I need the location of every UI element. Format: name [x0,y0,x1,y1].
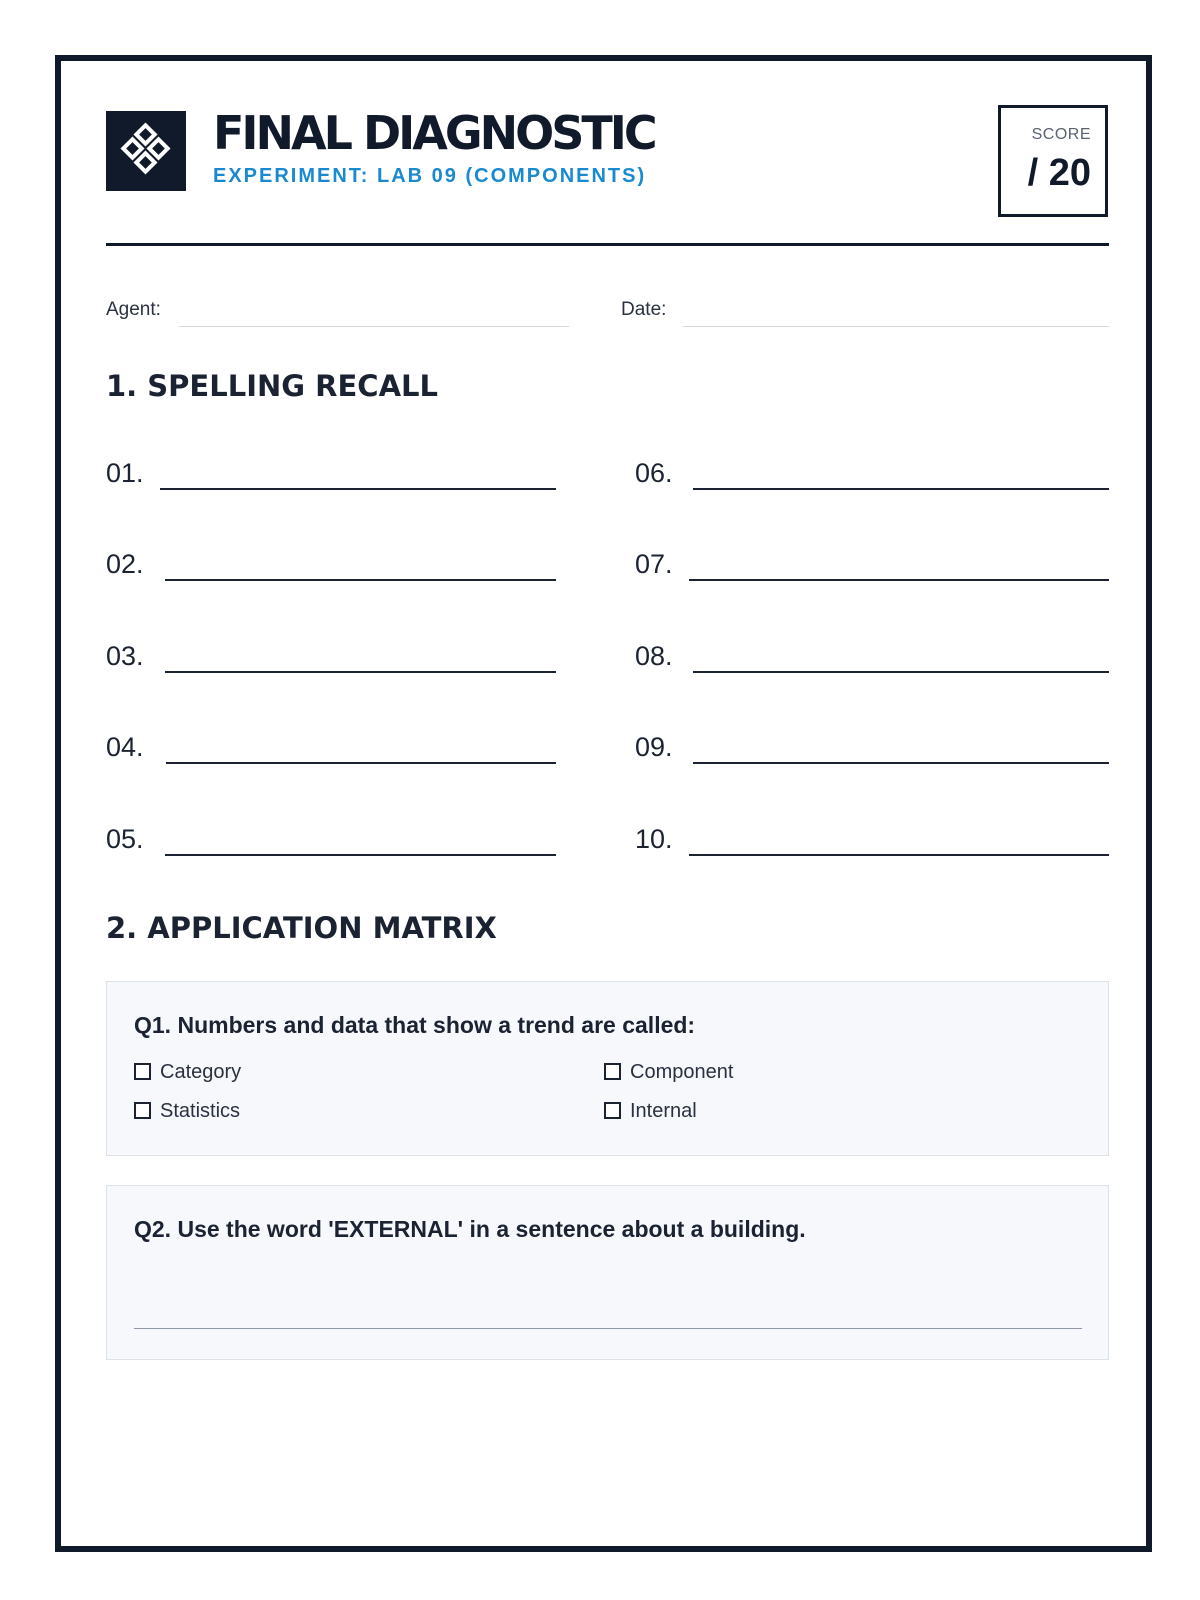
agent-field[interactable] [179,326,569,327]
item-number: 02. [106,549,144,579]
spelling-item [635,732,1109,760]
answer-line[interactable] [689,854,1109,856]
question-2-box [106,1185,1109,1360]
checkbox[interactable] [134,1063,151,1080]
spelling-item [106,549,556,577]
section-application-matrix-title: 2. APPLICATION MATRIX [106,911,497,945]
item-number: 03. [106,641,144,671]
spelling-item [635,641,1109,669]
page-subtitle: EXPERIMENT: LAB 09 (COMPONENTS) [213,165,647,187]
item-number: 10. [635,824,673,854]
option-label: Internal [630,1100,697,1122]
answer-line[interactable] [693,488,1109,490]
item-number: 07. [635,549,673,579]
item-number: 09. [635,732,673,762]
date-field[interactable] [683,326,1109,327]
spelling-item [106,458,556,486]
agent-label: Agent: [106,299,161,320]
option-label: Category [160,1061,242,1083]
date-label: Date: [621,299,667,320]
checkbox[interactable] [604,1063,621,1080]
answer-line[interactable] [693,762,1109,764]
spelling-item [106,732,556,760]
answer-line[interactable] [166,762,556,764]
score-box [998,105,1108,217]
answer-line[interactable] [160,488,556,490]
question-2-text: Q2. Use the word 'EXTERNAL' in a sentence about a building. [134,1216,806,1242]
section-spelling-recall-title: 1. SPELLING RECALL [106,369,438,403]
sentence-answer-line[interactable] [134,1328,1082,1329]
option-label: Component [630,1061,734,1083]
spelling-item [635,458,1109,486]
worksheet-page [55,55,1152,1552]
answer-line[interactable] [165,579,556,581]
spelling-item [635,549,1109,577]
spelling-item [106,641,556,669]
checkbox[interactable] [604,1102,621,1119]
question-1-text: Q1. Numbers and data that show a trend are called: [134,1012,696,1038]
score-label: SCORE [1031,126,1091,143]
spelling-item [106,824,556,852]
answer-line[interactable] [693,671,1109,673]
item-number: 04. [106,732,144,762]
answer-line[interactable] [165,671,556,673]
item-number: 05. [106,824,144,854]
question-1-box [106,981,1109,1156]
diamond-cluster-icon [106,111,186,191]
answer-line[interactable] [165,854,556,856]
option-label: Statistics [160,1100,241,1122]
checkbox[interactable] [134,1102,151,1119]
item-number: 01. [106,458,144,488]
header-divider [106,243,1109,246]
answer-line[interactable] [689,579,1109,581]
spelling-item [635,824,1109,852]
item-number: 08. [635,641,673,671]
score-value: / 20 [1027,152,1091,194]
page-title: FINAL DIAGNOSTIC [213,106,655,160]
item-number: 06. [635,458,673,488]
